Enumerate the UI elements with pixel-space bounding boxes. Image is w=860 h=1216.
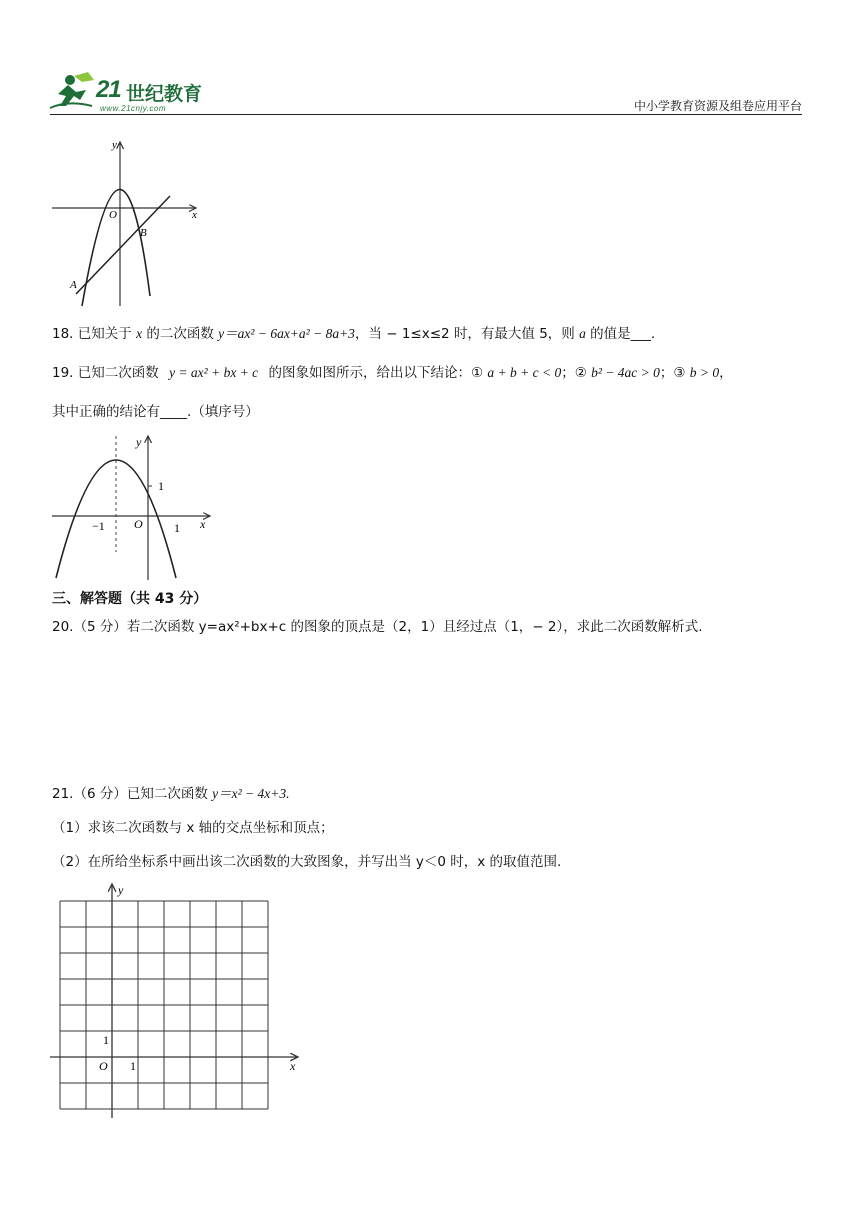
q19-number: 19.: [52, 365, 74, 381]
q19-text-1: 已知二次函数: [77, 365, 159, 381]
question-19: [52, 363, 733, 383]
q18-var-a: a: [579, 326, 586, 341]
question-20: 20.（5 分）若二次函数 y=ax²+bx+c 的图象的顶点是（2，1）且经过点（1，− 2），求此二次函数解析式.: [52, 619, 703, 635]
label-1-x: 1: [130, 1059, 136, 1073]
q18-text-4: 的值是___.: [590, 326, 656, 342]
origin-label: O: [134, 517, 143, 531]
question-18: [52, 324, 655, 344]
point-label-a: A: [70, 279, 77, 291]
question-21-part-1: （1）求该二次函数与 x 轴的交点坐标和顶点；: [52, 820, 334, 836]
label-1-x: 1: [174, 521, 180, 535]
question-21-part-2: （2）在所给坐标系中画出该二次函数的大致图象，并写出当 y＜0 时，x 的取值范围.: [52, 854, 562, 870]
origin-label: O: [109, 209, 117, 221]
q19-end: ，: [719, 365, 733, 381]
axis-label-y: y: [136, 435, 142, 449]
label-1-y: 1: [103, 1033, 109, 1047]
figure-q19-parabola: [48, 432, 218, 582]
origin-label: O: [99, 1059, 108, 1073]
q21-number: 21.（6 分）已知二次函数: [52, 786, 208, 802]
q18-text-2: 的二次函数: [146, 326, 214, 342]
q19-conclusion-3: b > 0: [689, 365, 720, 380]
line-ab: [76, 196, 170, 294]
axis-label-x: x: [192, 209, 197, 221]
label-1-y: 1: [158, 479, 164, 493]
q18-text-1: 已知关于: [77, 326, 132, 342]
q18-number: 18.: [52, 326, 74, 342]
q18-text-3: ，当 − 1≤x≤2 时，有最大值 5，则: [354, 326, 575, 342]
axis-label-y: y: [118, 883, 124, 897]
q19-sep-2: ；③: [659, 365, 686, 381]
q18-function: y＝ax² − 6ax+a² − 8a+3: [218, 326, 355, 341]
q19-text-2: 的图象如图所示，给出以下结论：①: [268, 365, 484, 381]
figure-parabola-line: [48, 136, 208, 316]
question-21: [52, 784, 290, 804]
logo-text: 世纪教育: [126, 83, 203, 105]
parabola-curve: [56, 460, 176, 578]
grid-lines: [60, 901, 268, 1109]
q19-conclusion-1: a + b + c < 0: [487, 365, 562, 380]
q19-function: y = ax² + bx + c: [169, 365, 259, 380]
header-title: 中小学教育资源及组卷应用平台: [633, 99, 802, 113]
axis-label-y: y: [112, 139, 117, 151]
label-neg1: −1: [92, 519, 105, 533]
header-rule: [50, 114, 802, 115]
header-logo: [48, 70, 228, 114]
q19-sep-1: ；②: [561, 365, 587, 381]
section-3-title: 三、解答题（共 43 分）: [52, 591, 208, 607]
parabola-curve: [82, 189, 150, 306]
q21-function: y＝x² − 4x+3.: [212, 786, 290, 801]
logo-number: 21: [96, 76, 121, 103]
axis-label-x: x: [290, 1059, 296, 1073]
coordinate-grid: [48, 880, 308, 1120]
q19-conclusion-2: b² − 4ac > 0: [591, 365, 660, 380]
runner-logo-icon: [48, 70, 100, 112]
point-label-b: B: [140, 227, 147, 239]
question-19-line-2: 其中正确的结论有____.（填序号）: [52, 404, 259, 420]
q18-var-x: x: [136, 326, 143, 341]
axis-label-x: x: [200, 517, 206, 531]
logo-url: www.21cnjy.com: [100, 104, 166, 113]
